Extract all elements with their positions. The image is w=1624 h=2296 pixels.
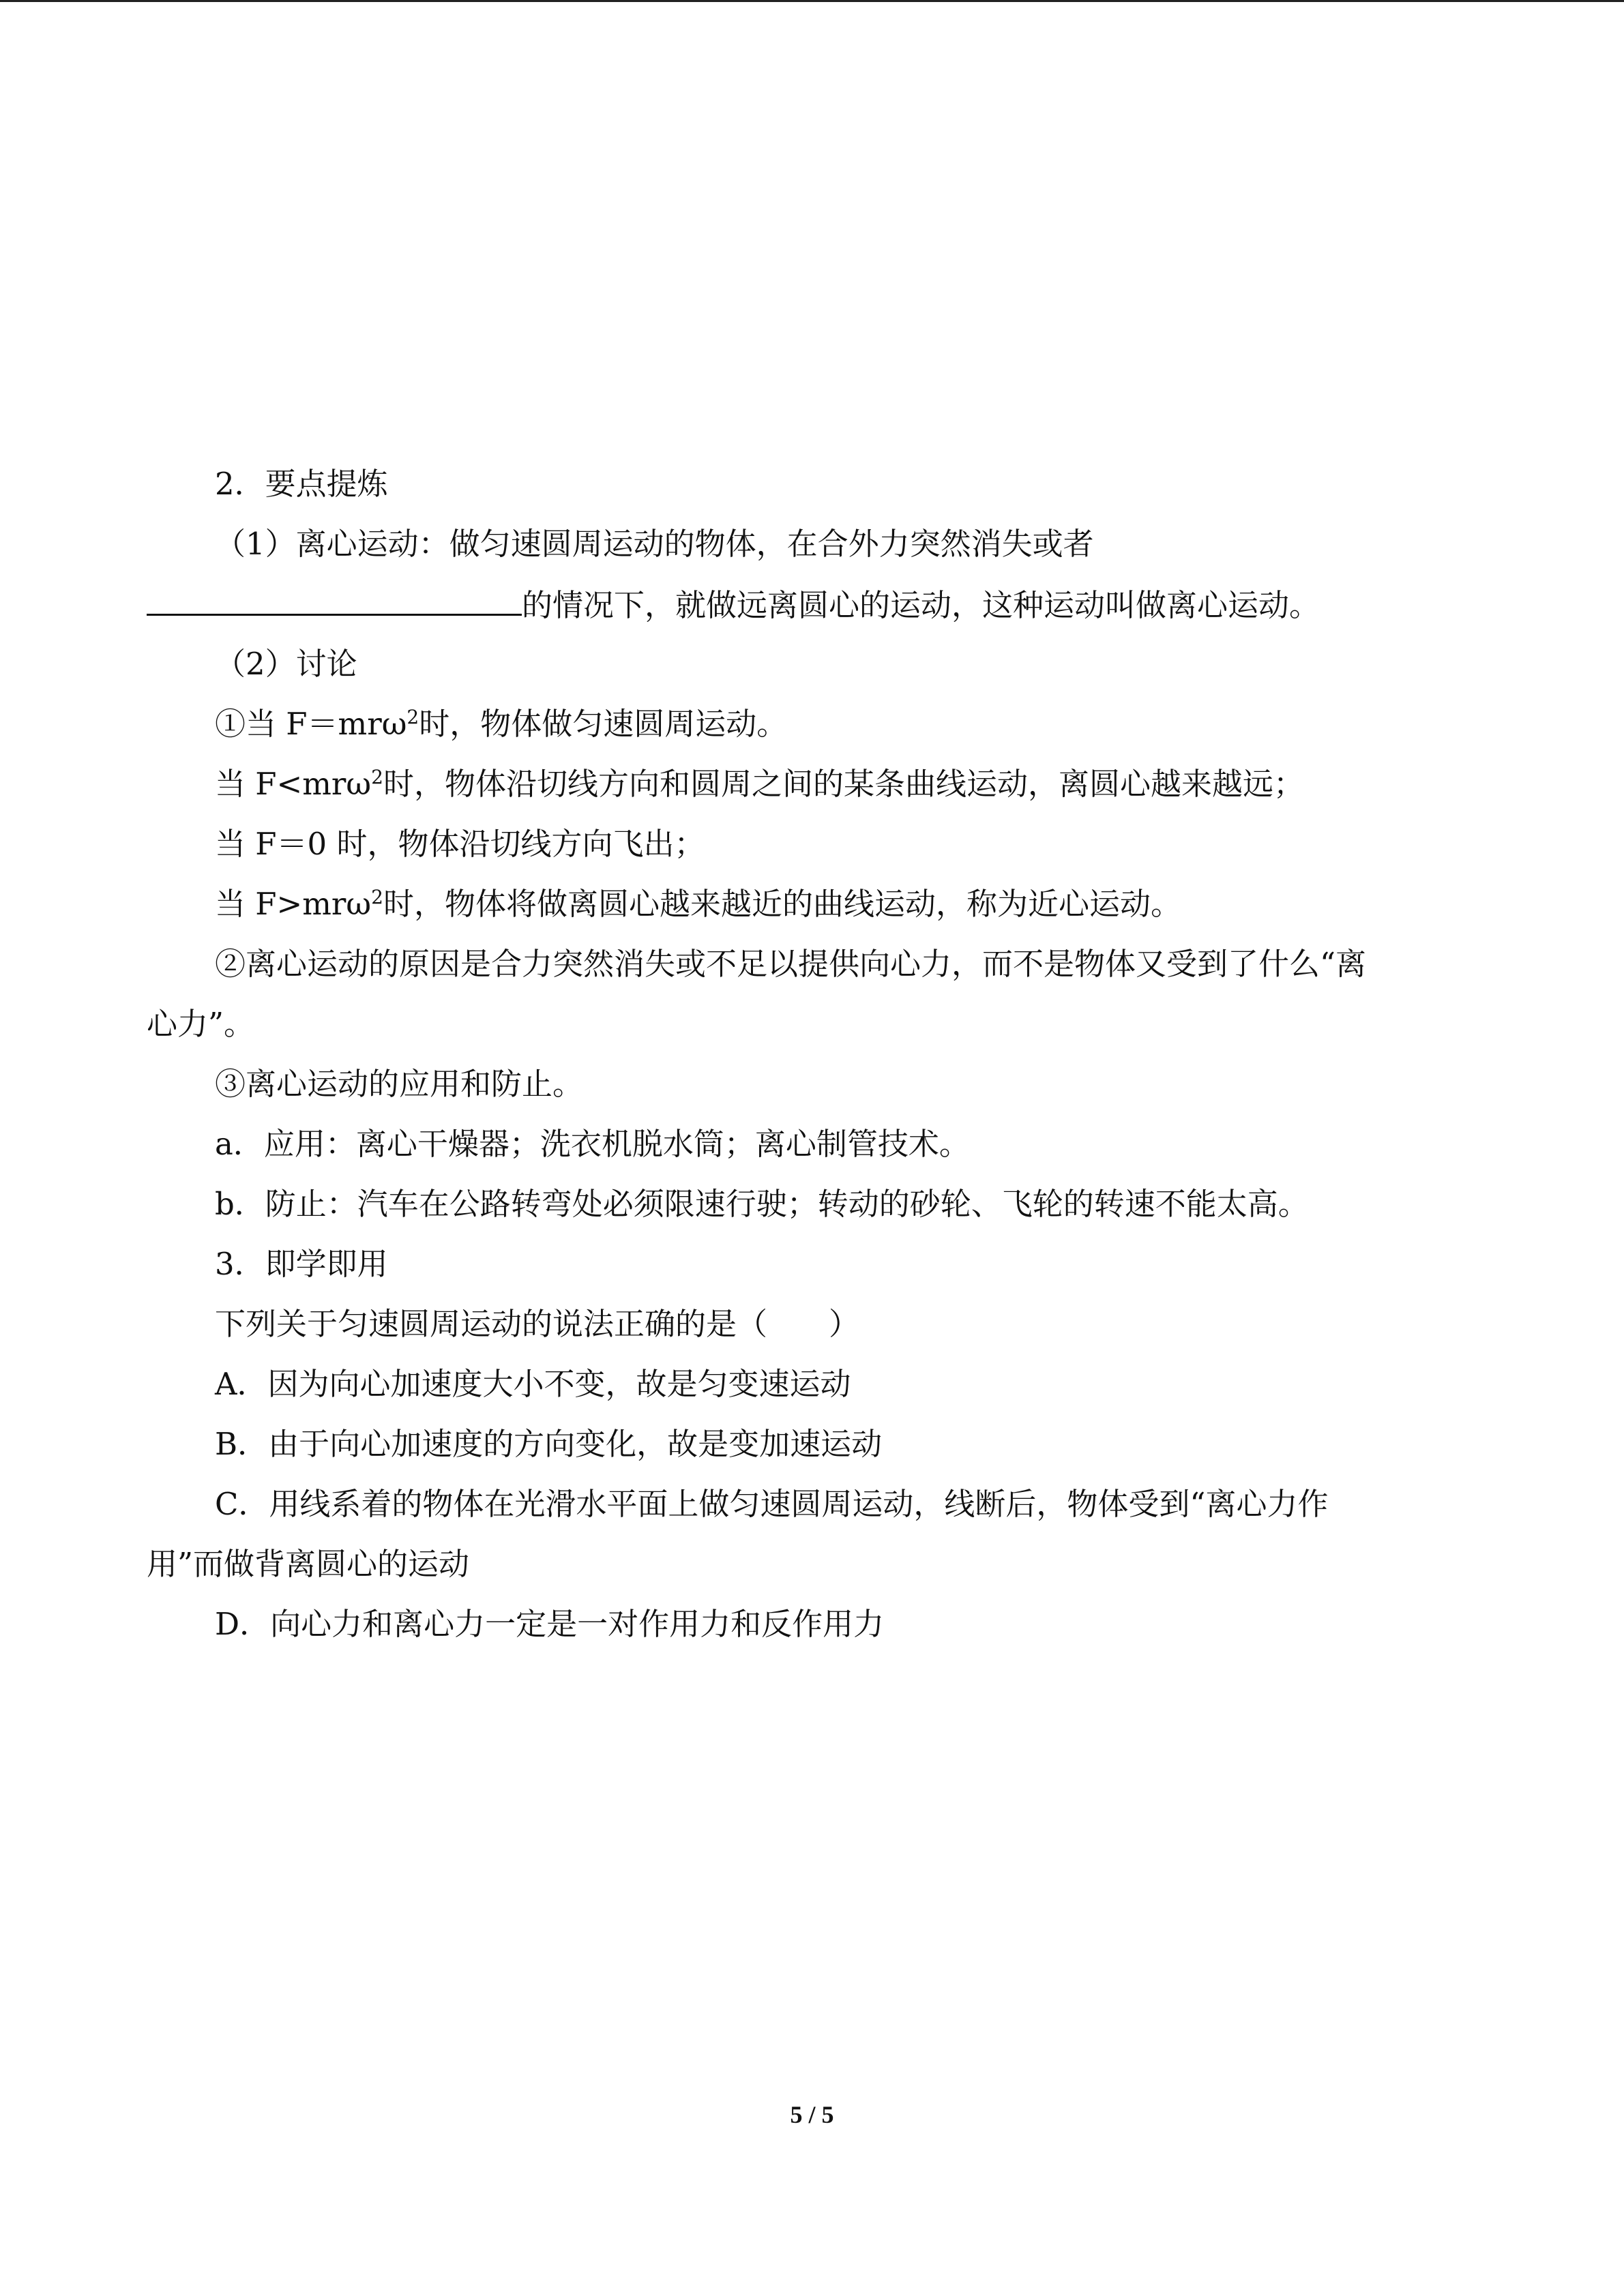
section-2-heading: 2．要点提炼 xyxy=(215,466,388,502)
option-b: B．由于向心加速度的方向变化，故是变加速运动 xyxy=(215,1426,883,1462)
page-top-border xyxy=(0,0,1624,2)
fill-in-blank[interactable] xyxy=(147,584,522,616)
application-a: a．应用：离心干燥器；洗衣机脱水筒；离心制管技术。 xyxy=(215,1126,970,1162)
application-heading: ③离心运动的应用和防止。 xyxy=(215,1066,584,1102)
application-b: b．防止：汽车在公路转弯处必须限速行驶；转动的砂轮、飞轮的转速不能太高。 xyxy=(215,1186,1309,1222)
case-equal: ①当 F＝mrω$^2$时，物体做匀速圆周运动。 xyxy=(215,706,788,742)
question-stem: 下列关于匀速圆周运动的说法正确的是（ ） xyxy=(215,1306,860,1342)
case-zero: 当 F＝0 时，物体沿切线方向飞出； xyxy=(215,826,705,862)
option-a: A．因为向心加速度大小不变，故是匀变速运动 xyxy=(215,1366,851,1402)
option-d: D．向心力和离心力一定是一对作用力和反作用力 xyxy=(215,1606,885,1642)
option-c-line1: C．用线系着的物体在光滑水平面上做匀速圆周运动，线断后，物体受到“离心力作 xyxy=(215,1486,1329,1522)
centrifugal-definition-line2 xyxy=(147,584,1320,626)
centrifugal-definition-line1: （1）离心运动：做匀速圆周运动的物体，在合外力突然消失或者 xyxy=(215,526,1094,562)
reason-line1: ②离心运动的原因是合力突然消失或不足以提供向心力，而不是物体又受到了什么“离 xyxy=(215,946,1367,982)
section-3-heading: 3．即学即用 xyxy=(215,1246,388,1282)
reason-line2: 心力”。 xyxy=(147,1006,255,1042)
case-greater: 当 F>mrω$^2$时，物体将做离圆心越来越近的曲线运动，称为近心运动。 xyxy=(215,886,1181,922)
option-c-line2: 用”而做背离圆心的运动 xyxy=(147,1546,470,1582)
page-number: 5 / 5 xyxy=(790,2101,834,2128)
centrifugal-definition-continuation: 的情况下，就做远离圆心的运动，这种运动叫做离心运动。 xyxy=(522,587,1320,623)
discussion-heading: （2）讨论 xyxy=(215,646,357,682)
case-less: 当 F<mrω$^2$时，物体沿切线方向和圆周之间的某条曲线运动，离圆心越来越远； xyxy=(215,766,1304,802)
